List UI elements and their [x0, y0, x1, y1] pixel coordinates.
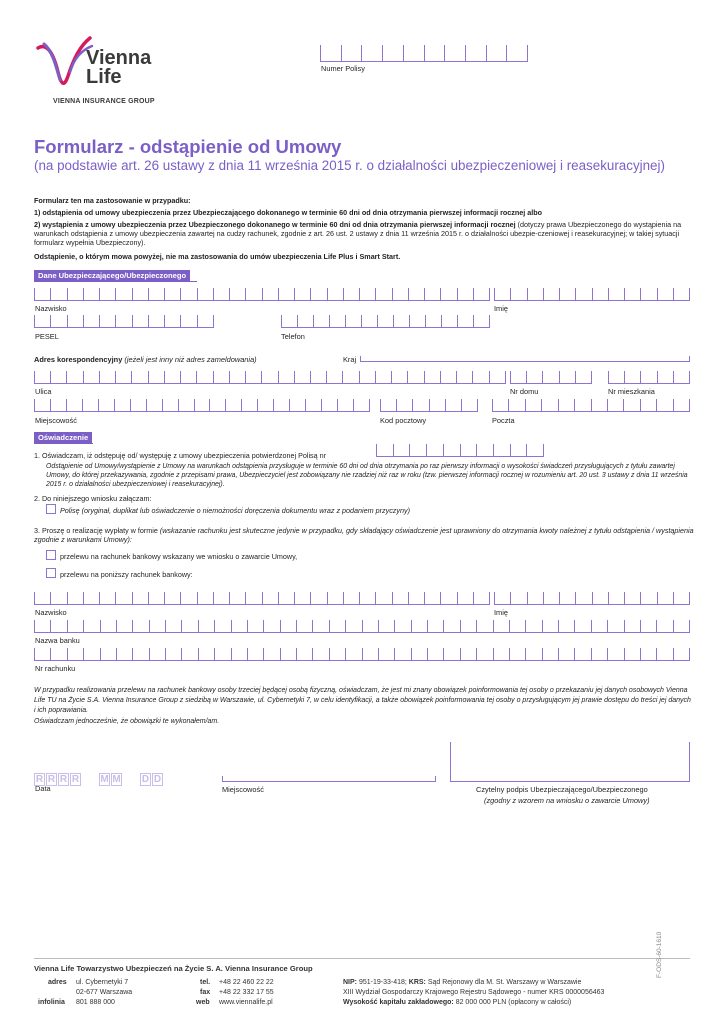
logo-brand-line2: Life — [86, 66, 122, 88]
address-label-note: (jeżeli jest inny niż adres zameldowania) — [122, 355, 257, 364]
footer-address-label: adres — [48, 979, 67, 986]
footer-registry-line1 — [343, 978, 581, 987]
payee-surname-boxes[interactable] — [34, 592, 490, 605]
post-office-label: Poczta — [492, 416, 515, 425]
logo-v-icon — [34, 36, 94, 92]
transfer-new-account-label: przelewu na poniższy rachunek bankowy: — [60, 570, 193, 579]
date-label: Data — [35, 784, 51, 793]
intro-heading: Formularz ten ma zastosowanie w przypadku: — [34, 196, 191, 205]
phone-boxes[interactable] — [281, 315, 490, 328]
date-day-box[interactable]: D — [141, 774, 150, 785]
footer-capital-line — [343, 998, 571, 1007]
footer-nip: 951-19-33-418; — [357, 979, 409, 986]
page-subtitle: (na podstawie art. 26 ustawy z dnia 11 września 2015 r. o działalności ubezpieczeniowej i reasekuracyjnej) — [34, 158, 665, 173]
city-label: Miejscowość — [35, 416, 77, 425]
street-boxes[interactable] — [34, 371, 506, 384]
footer-company: Vienna Life Towarzystwo Ubezpieczeń na Życie S. A. Vienna Insurance Group — [34, 964, 313, 973]
intro-item-2 — [34, 220, 694, 247]
house-number-boxes[interactable] — [510, 371, 592, 384]
footer-web[interactable]: www.viennalife.pl — [219, 999, 273, 1006]
signature-field[interactable] — [450, 742, 690, 782]
intro-note: Odstąpienie, o którym mowa powyżej, nie ma zastosowania do umów ubezpieczenia Life Plus i Smart Start. — [34, 252, 401, 261]
address-label-main: Adres korespondencyjny — [34, 355, 123, 364]
phone-label: Telefon — [281, 332, 305, 341]
section-statement-rule — [34, 443, 93, 444]
pesel-boxes[interactable] — [34, 315, 214, 328]
account-number-label: Nr rachunku — [35, 664, 76, 673]
intro-item-1: 1) odstąpienia od umowy ubezpieczenia przez Ubezpieczającego dokonanego w terminie 60 dni od dnia otrzymania pierwszej informacji rocznej albo — [34, 208, 543, 217]
transfer-known-account-checkbox[interactable] — [46, 550, 56, 560]
signature-note: (zgodny z wzorem na wniosku o zawarcie Umowy) — [484, 796, 650, 805]
transfer-new-account-checkbox[interactable] — [46, 568, 56, 578]
footer-rule — [34, 958, 690, 959]
street-label: Ulica — [35, 387, 52, 396]
surname-label: Nazwisko — [35, 304, 67, 313]
policy-attached-checkbox[interactable] — [46, 504, 56, 514]
footer-fax-label: fax — [200, 989, 211, 996]
payee-surname-label: Nazwisko — [35, 608, 67, 617]
bank-name-label: Nazwa banku — [35, 636, 80, 645]
section-statement-heading: Oświadczenie — [34, 432, 92, 444]
footer-address-1: ul. Cybernetyki 7 — [76, 979, 129, 986]
date-year-box[interactable]: R — [47, 774, 56, 785]
date-year-box[interactable]: R — [71, 774, 80, 785]
footer-web-label: web — [196, 999, 210, 1006]
policy-number-boxes[interactable] — [320, 45, 528, 62]
pesel-label: PESEL — [35, 332, 59, 341]
footer-tel-label: tel. — [200, 979, 211, 986]
footer-fax: +48 22 332 17 55 — [219, 989, 274, 996]
footer-capital-label: Wysokość kapitału zakładowego: — [343, 999, 454, 1006]
house-number-label: Nr domu — [510, 387, 539, 396]
postcode-label: Kod pocztowy — [380, 416, 427, 425]
footer-court: XIII Wydział Gospodarczy Krajowego Rejestru Sądowego - numer KRS 0000056463 — [343, 989, 605, 996]
policy-attached-label: Polisę (oryginał, duplikat lub oświadczenie o niemożności doręczenia dokumentu wraz z podaniem przyczyny) — [60, 506, 410, 515]
signature-label: Czytelny podpis Ubezpieczającego/Ubezpieczonego — [476, 785, 648, 794]
first-name-boxes[interactable] — [494, 288, 690, 301]
statement-3 — [34, 526, 696, 544]
logo-brand-line1: Vienna — [86, 47, 152, 69]
statement-1-note: Odstąpienie od Umowy/wystąpienie z Umowy na warunkach odstąpienia przysługuje w terminie 60 dni od dnia otrzymania po raz pierwszy informacji o wysokości świadczeń przysługujących z tytułu zawartej Umowy, do której przekazywania, zgodnie z przepisami prawa, Ubezpieczyciel jest zobowiązany nie rzadziej niż raz w roku (tzw. pierwszej informacji rocznej w rozumieniu art. 20 ust. 3 ustawy z dnia 11 września 2015 r. o działalności ubezpieczeniowej i reasekuracyjnej). — [46, 463, 688, 488]
statement-3-note: (wskazanie rachunku jest skuteczne jedynie w przypadku, gdy składający oświadczenie jest uprawniony do otrzymania kwoty należnej z tytułu odstąpienia / wystąpienia zgodnie z warunkami Umowy): — [34, 526, 694, 544]
third-party-declaration-2: Oświadczam jednocześnie, że obowiązki te wykonałem/am. — [34, 718, 220, 725]
flat-number-boxes[interactable] — [608, 371, 690, 384]
statement-policy-boxes[interactable] — [376, 444, 544, 457]
statement-3-main: 3. Proszę o realizację wypłaty w formie — [34, 526, 158, 535]
third-party-declaration: W przypadku realizowania przelewu na rachunek bankowy osoby trzeciej będącej osobą fizyczną, oświadczam, że jest mi znany obowiązek poinformowania tej osoby o przekazaniu jej danych osobowych Vienna Life TU na Życie S.A. Vienna Insurance Group z siedzibą w Warszawie, ul. Cybernetyki 7, w celu identyfikacji, a także obowiązek poinformowania tej osoby o przysługującym jej prawie dostępu do treści jej danych i ich poprawiania. — [34, 687, 691, 714]
intro-item-2-rest: (dotyczy prawa Ubezpieczonego do wystąpienia na warunkach odstąpienia z umowy ubezpieczenia zawartej na cudzy rachunek, zgodnie z art. 26 ust. 2 ustawy z dnia 11 września 2015 r. o działalności ubezpie-czeniowej i reasekuracyjnej; w takiej sytuacji formularz wypełnia Ubezpieczony). — [34, 220, 682, 247]
flat-number-label: Nr mieszkania — [608, 387, 655, 396]
policy-number-label: Numer Polisy — [321, 64, 365, 73]
form-code: F-ODS-60-1610 — [656, 931, 663, 978]
bank-name-boxes[interactable] — [34, 620, 690, 633]
logo-group: VIENNA INSURANCE GROUP — [53, 98, 155, 105]
place-label: Miejscowość — [222, 785, 264, 794]
footer-krs: Sąd Rejonowy dla M. St. Warszawy w Warszawie — [425, 979, 582, 986]
footer-infoline: 801 888 000 — [76, 999, 115, 1006]
footer-nip-label: NIP: — [343, 979, 357, 986]
place-field[interactable] — [222, 768, 436, 782]
footer-capital: 82 000 000 PLN (opłacony w całości) — [453, 999, 572, 1006]
footer-tel: +48 22 460 22 22 — [219, 979, 274, 986]
page-title: Formularz - odstąpienie od Umowy — [34, 136, 342, 157]
date-year-box[interactable]: R — [35, 774, 44, 785]
date-year-box[interactable]: R — [59, 774, 68, 785]
date-month-box[interactable]: M — [100, 774, 109, 785]
footer-address-2: 02-677 Warszawa — [76, 989, 133, 996]
postcode-boxes[interactable] — [380, 399, 478, 412]
address-label — [34, 355, 257, 364]
payee-first-name-label: Imię — [494, 608, 508, 617]
city-boxes[interactable] — [34, 399, 370, 412]
surname-boxes[interactable] — [34, 288, 490, 301]
footer-krs-label: KRS: — [408, 979, 426, 986]
country-label: Kraj — [343, 355, 357, 364]
footer-infoline-label: infolinia — [38, 999, 65, 1006]
statement-1: 1. Oświadczam, iż odstępuję od/ występuję z umowy ubezpieczenia potwierdzonej Polisą nr — [34, 451, 327, 460]
date-month-box[interactable]: M — [112, 774, 121, 785]
statement-2: 2. Do niniejszego wniosku załączam: — [34, 494, 152, 503]
section-insured-rule — [34, 281, 197, 282]
transfer-known-account-label: przelewu na rachunek bankowy wskazany we wniosku o zawarcie Umowy, — [60, 552, 298, 561]
date-day-box[interactable]: D — [153, 774, 162, 785]
date-boxes[interactable] — [34, 769, 164, 787]
company-logo — [34, 36, 174, 108]
first-name-label: Imię — [494, 304, 508, 313]
country-field[interactable] — [360, 349, 690, 362]
intro-item-2-bold: 2) wystąpienia z umowy ubezpieczenia przez Ubezpieczonego dokonanego w terminie 60 dni od dnia otrzymania pierwszej informacji rocznej — [34, 220, 516, 229]
payee-first-name-boxes[interactable] — [494, 592, 690, 605]
section-insured-heading: Dane Ubezpieczającego/Ubezpieczonego — [34, 270, 190, 282]
post-office-boxes[interactable] — [492, 399, 690, 412]
account-number-boxes[interactable] — [34, 648, 690, 661]
